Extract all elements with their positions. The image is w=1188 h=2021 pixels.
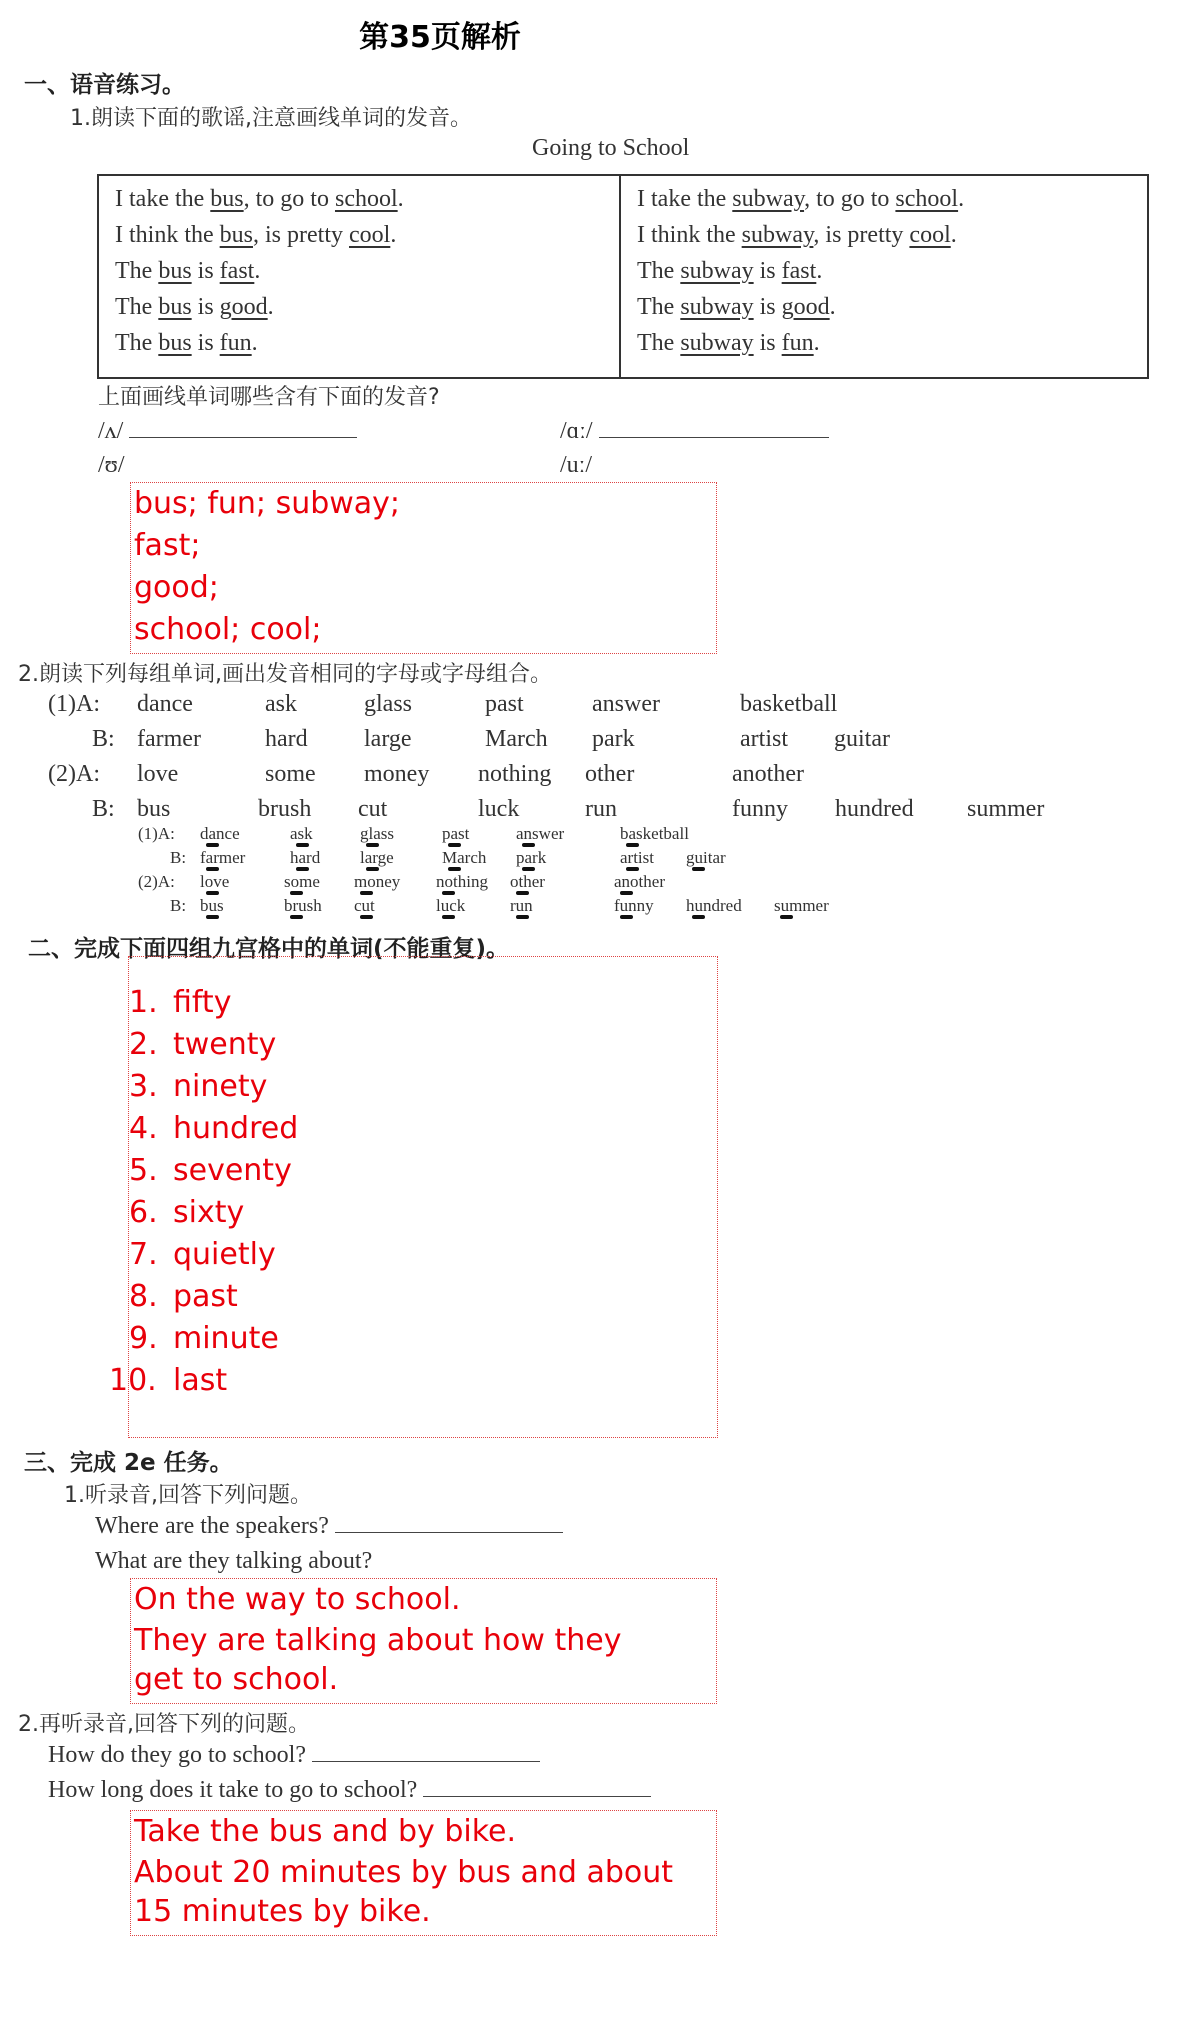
section3-q2-instruction: 2.再听录音,回答下列的问题。 [18,1712,310,1737]
poem-text: . [958,186,965,212]
underlined-word: bus [158,330,192,356]
poem-text: The [637,294,681,320]
word: some [265,761,316,787]
phonetic-1 [98,418,357,445]
poem-text: I think the [637,222,742,248]
section3-heading: 三、完成 2e 任务。 [24,1450,233,1476]
small-word: some [284,872,320,891]
answer-line: school; cool; [134,612,322,647]
answer-blank [129,436,357,438]
word: nothing [478,761,552,787]
small-word: ask [290,824,313,843]
answer-number: 8. [129,1279,158,1314]
answer-number: 4. [129,1111,158,1146]
underlined-word: school [334,186,398,212]
underline-mark [516,891,529,895]
small-word: basketball [620,824,689,843]
word: money [364,761,430,787]
word: dance [137,691,193,717]
group2-a-label: (2)A: [48,761,100,787]
poem-text: . [251,330,258,356]
answer-line: 15 minutes by bike. [134,1894,431,1929]
poem-text: , is pretty [253,222,349,248]
answer-line: Take the bus and by bike. [134,1814,517,1849]
underlined-word: cool [909,222,951,248]
underline-mark [522,843,535,847]
small-word: March [442,848,487,867]
page-title: 第35页解析 [359,20,521,55]
small-word: farmer [200,848,246,867]
word: guitar [834,726,890,752]
word: basketball [740,691,838,717]
word: another [732,761,804,787]
small-word: glass [360,824,394,843]
word: love [137,761,179,787]
small-label: B: [170,848,187,867]
section3-q2-question-1 [48,1742,540,1769]
answer-word: ninety [173,1069,268,1104]
answer-blank [599,436,829,438]
section3-q1-question-2: What are they talking about? [95,1548,373,1574]
poem-text: is [753,258,782,284]
group1-b-label: B: [92,726,115,752]
underlined-word: bus [219,222,253,248]
underline-mark [516,915,529,919]
small-word: luck [436,896,466,915]
word: answer [592,691,660,717]
poem-text: , to go to [804,186,896,212]
small-word: artist [620,848,654,867]
poem-text: is [753,294,782,320]
underline-mark [692,915,705,919]
answer-word: seventy [173,1153,292,1188]
underlined-word: bus [158,294,192,320]
underline-mark [522,867,535,871]
word: summer [967,796,1045,822]
word: large [364,726,412,752]
section3-q2-question-2 [48,1777,651,1804]
question-text: Where are the speakers? [95,1513,329,1539]
small-word: bus [200,896,224,915]
answer-number: 6. [129,1195,158,1230]
underlined-word: subway [680,330,754,356]
poem-line [637,186,964,213]
phonetic-label: /uː/ [560,452,593,478]
answer-word: sixty [173,1195,245,1230]
poem-text: I think the [115,222,220,248]
small-word: nothing [436,872,488,891]
small-word: cut [354,896,375,915]
poem-text: . [267,294,274,320]
poem-text: . [813,330,820,356]
poem-text: The [115,258,159,284]
small-label: (2)A: [138,872,175,891]
underlined-word: good [219,294,268,320]
word: ask [265,691,297,717]
poem-line [637,258,822,285]
answer-blank [423,1795,651,1797]
underline-mark [290,891,303,895]
answer-number: 5. [129,1153,158,1188]
poem-line [115,330,258,357]
answer-word: quietly [173,1237,276,1272]
small-word: brush [284,896,322,915]
answer-box-grid [109,956,718,1438]
poem-line [115,294,274,321]
small-word: guitar [686,848,726,867]
section1-q1-instruction: 1.朗读下面的歌谣,注意画线单词的发音。 [70,106,472,131]
underline-mark [620,915,633,919]
answer-number: 1. [129,985,158,1020]
word: hard [265,726,308,752]
small-word: past [442,824,470,843]
poem-text: The [115,294,159,320]
underlined-word: bus [158,258,192,284]
underlined-word: subway [680,258,754,284]
answer-line: About 20 minutes by bus and about [134,1855,674,1890]
word: other [585,761,635,787]
underlined-word: fast [781,258,817,284]
group1-a-label: (1)A: [48,691,100,717]
phonetic-label: /ʊ/ [98,452,125,478]
word: hundred [835,796,914,822]
poem-text: is [191,258,220,284]
small-word: summer [774,896,829,915]
poem-text: The [637,258,681,284]
answer-line: They are talking about how they [134,1623,622,1658]
phonetic-3 [98,452,125,479]
word: luck [478,796,520,822]
phonetic-2 [560,418,829,445]
underline-mark [366,843,379,847]
poem-text: is [191,330,220,356]
word-groups-answer [134,820,856,920]
underlined-word: fun [219,330,252,356]
answer-number: 9. [129,1321,158,1356]
underline-mark [620,891,633,895]
phonetic-label: /ɑː/ [560,418,593,444]
underline-mark [360,915,373,919]
underline-mark [206,891,219,895]
small-word: another [614,872,665,891]
underline-mark [626,843,639,847]
small-label: (1)A: [138,824,175,843]
answer-number: 7. [129,1237,158,1272]
underline-mark [692,867,705,871]
answer-line: On the way to school. [134,1582,461,1617]
word: past [485,691,524,717]
poem-line [115,222,396,249]
answer-word: past [173,1279,238,1314]
answer-box-3-2 [130,1810,717,1936]
section1-q2-instruction: 2.朗读下列每组单词,画出发音相同的字母或字母组合。 [18,662,552,687]
word: farmer [137,726,201,752]
phonetic-4 [560,452,592,479]
underline-mark [290,915,303,919]
answer-word: last [173,1363,228,1398]
underlined-word: good [781,294,830,320]
underlined-word: bus [210,186,244,212]
underlined-word: school [895,186,959,212]
poem-line [637,294,836,321]
small-label: B: [170,896,187,915]
poem-left-column [99,176,621,377]
small-word: hard [290,848,321,867]
underline-mark [206,867,219,871]
poem-text: . [816,258,823,284]
underline-mark [296,867,309,871]
underline-mark [448,867,461,871]
poem-table [97,174,1149,379]
small-word: funny [614,896,654,915]
poem-text: The [637,330,681,356]
word: park [592,726,635,752]
word: artist [740,726,788,752]
underlined-word: subway [732,186,805,212]
question-text: How long does it take to go to school? [48,1777,418,1803]
poem-text: . [390,222,397,248]
poem-text: I take the [115,186,211,212]
small-word: hundred [686,896,742,915]
answer-word: minute [173,1321,279,1356]
section2-heading: 二、完成下面四组九宫格中的单词(不能重复)。 [28,936,510,962]
poem-text: . [829,294,836,320]
word: run [585,796,617,822]
answer-box-phonetics [130,482,717,654]
answer-line: bus; fun; subway; [134,486,401,521]
answer-line: get to school. [134,1662,339,1697]
underline-mark [206,915,219,919]
poem-text: . [254,258,261,284]
poem-text: is [191,294,220,320]
word: bus [137,796,171,822]
underlined-word: subway [680,294,754,320]
word: brush [258,796,312,822]
section3-q1-instruction: 1.听录音,回答下列问题。 [64,1483,312,1508]
underlined-word: subway [741,222,814,248]
poem-text: The [115,330,159,356]
answer-word: hundred [173,1111,299,1146]
poem-line [637,330,820,357]
underline-mark [448,843,461,847]
answer-number: 3. [129,1069,158,1104]
word: cut [358,796,388,822]
small-word: other [510,872,545,891]
poem-text: , is pretty [813,222,910,248]
phonetic-label: /ʌ/ [98,418,124,444]
underline-mark [442,891,455,895]
answer-number: 10. [109,1363,157,1398]
answer-line: good; [134,570,219,605]
small-word: love [200,872,230,891]
word: March [485,726,548,752]
word: funny [732,796,788,822]
answer-number: 2. [129,1027,158,1062]
word: glass [364,691,412,717]
small-word: park [516,848,547,867]
answer-word: twenty [173,1027,277,1062]
underline-mark [626,867,639,871]
poem-text: I take the [637,186,733,212]
answer-blank [312,1760,540,1762]
small-word: money [354,872,401,891]
poem-right-column [621,176,1145,377]
poem-line [115,258,260,285]
poem-text: , to go to [243,186,335,212]
answer-blank [335,1531,563,1533]
section1-heading: 一、语音练习。 [24,72,185,98]
poem-title: Going to School [532,135,690,161]
section3-q1-question-1 [95,1513,563,1540]
underline-mark [296,843,309,847]
poem-line [637,222,957,249]
underline-mark [442,915,455,919]
poem-text: is [753,330,782,356]
section1-q1-question: 上面画线单词哪些含有下面的发音? [98,385,440,410]
answer-word: fifty [173,985,232,1020]
underlined-word: fast [219,258,255,284]
underlined-word: fun [781,330,814,356]
small-word: run [510,896,533,915]
underline-mark [780,915,793,919]
answer-box-3-1 [130,1578,717,1704]
small-word: answer [516,824,565,843]
small-word: large [360,848,394,867]
underline-mark [366,867,379,871]
poem-text: . [397,186,404,212]
answer-line: fast; [134,528,201,563]
group2-b-label: B: [92,796,115,822]
underline-mark [206,843,219,847]
question-text: How do they go to school? [48,1742,306,1768]
poem-text: . [950,222,957,248]
poem-line [115,186,404,213]
small-word: dance [200,824,240,843]
underline-mark [360,891,373,895]
underlined-word: cool [349,222,391,248]
